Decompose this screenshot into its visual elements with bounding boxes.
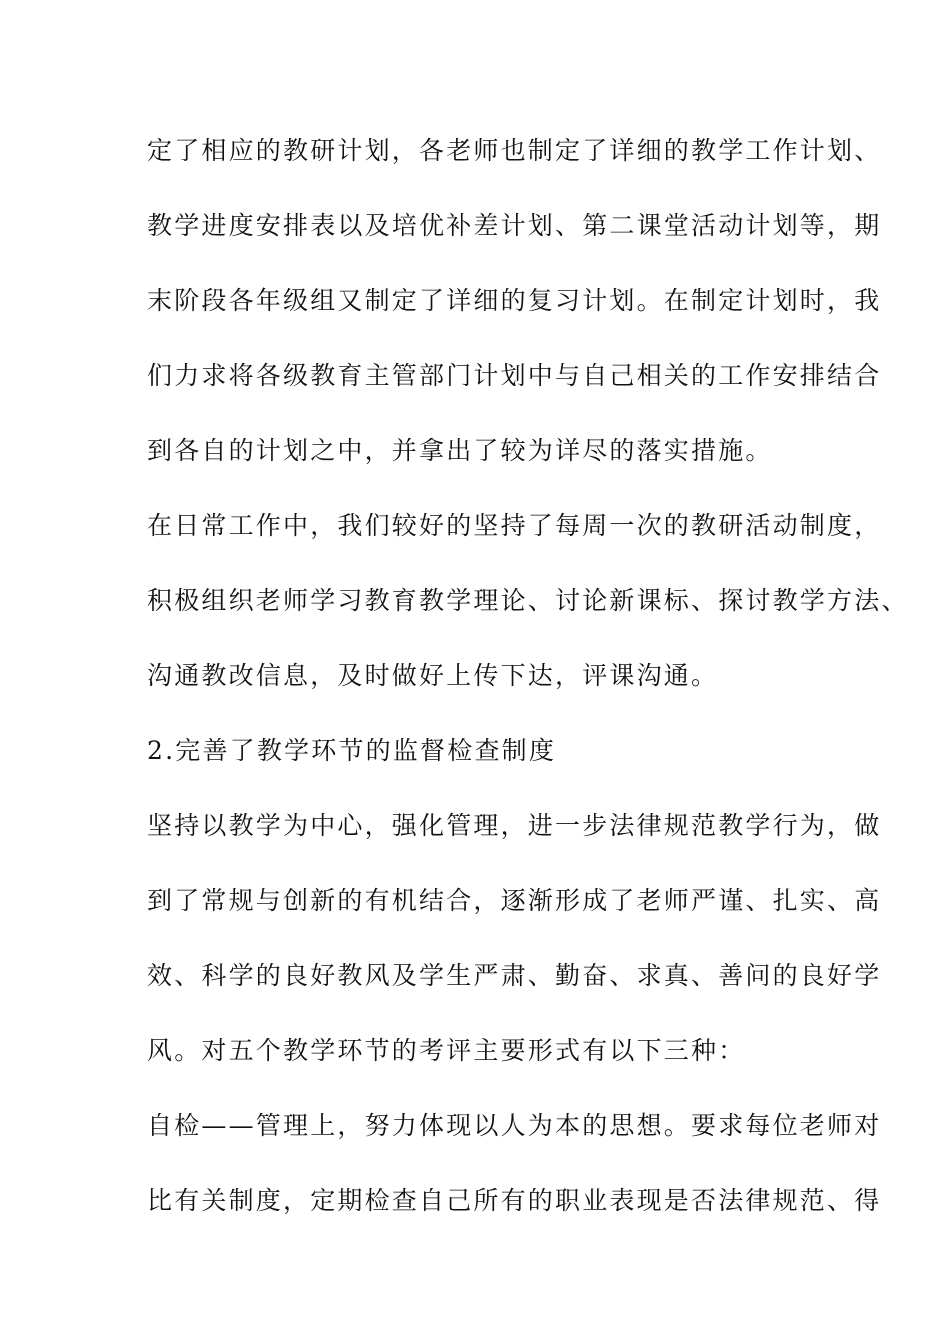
paragraph-line: 在日常工作中，我们较好的坚持了每周一次的教研活动制度，	[147, 511, 882, 540]
paragraph-line: 沟通教改信息，及时做好上传下达，评课沟通。	[147, 661, 719, 690]
paragraph-line: 自检——管理上，努力体现以人为本的思想。要求每位老师对	[147, 1111, 882, 1140]
paragraph-line: 风。对五个教学环节的考评主要形式有以下三种：	[147, 1036, 746, 1065]
paragraph-line: 比有关制度，定期检查自己所有的职业表现是否法律规范、得	[147, 1186, 882, 1215]
paragraph-line: 到各自的计划之中，并拿出了较为详尽的落实措施。	[147, 436, 773, 465]
paragraph-line: 定了相应的教研计划，各老师也制定了详细的教学工作计划、	[147, 136, 882, 165]
section-heading: 2.完善了教学环节的监督检查制度	[147, 736, 557, 765]
paragraph-line: 教学进度安排表以及培优补差计划、第二课堂活动计划等，期	[147, 211, 882, 240]
paragraph-line: 到了常规与创新的有机结合，逐渐形成了老师严谨、扎实、高	[147, 886, 882, 915]
paragraph-line: 效、科学的良好教风及学生严肃、勤奋、求真、善问的良好学	[147, 961, 882, 990]
paragraph-line: 坚持以教学为中心，强化管理，进一步法律规范教学行为，做	[147, 811, 882, 840]
paragraph-line: 末阶段各年级组又制定了详细的复习计划。在制定计划时，我	[147, 286, 882, 315]
paragraph-line: 积极组织老师学习教育教学理论、讨论新课标、探讨教学方法、	[147, 586, 909, 615]
paragraph-line: 们力求将各级教育主管部门计划中与自己相关的工作安排结合	[147, 361, 882, 390]
